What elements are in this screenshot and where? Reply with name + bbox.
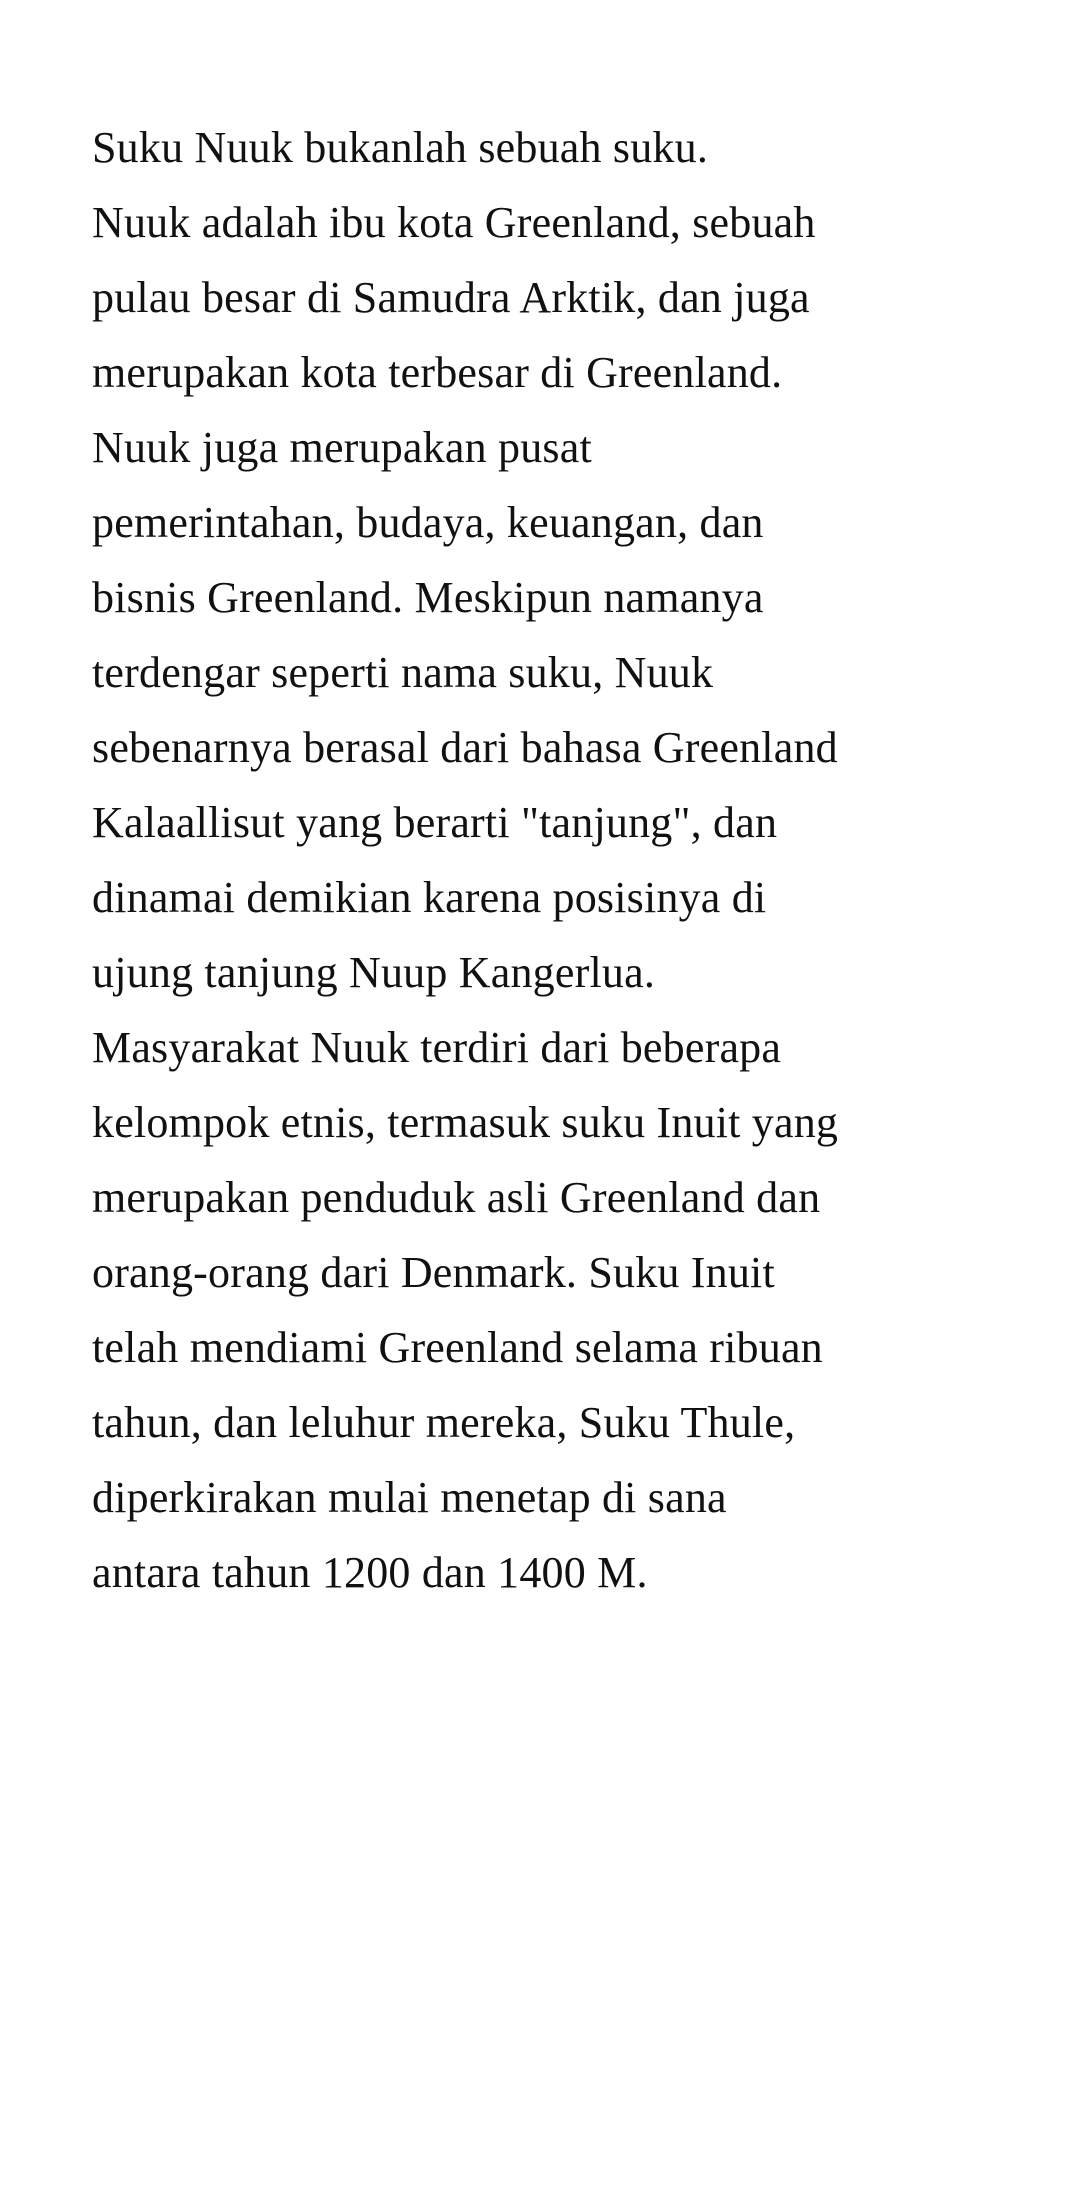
text-line: pemerintahan, budaya, keuangan, dan [92, 498, 764, 547]
text-line: bisnis Greenland. Meskipun namanya [92, 573, 764, 622]
text-line: tahun, dan leluhur mereka, Suku Thule, [92, 1398, 796, 1447]
text-line: ujung tanjung Nuup Kangerlua. [92, 948, 656, 997]
text-line: diperkirakan mulai menetap di sana [92, 1473, 727, 1522]
text-line: Nuuk juga merupakan pusat [92, 423, 592, 472]
text-line: Suku Nuuk bukanlah sebuah suku. [92, 123, 709, 172]
text-line: Kalaallisut yang berarti "tanjung", dan [92, 798, 778, 847]
article-text [92, 110, 952, 1610]
text-line: merupakan kota terbesar di Greenland. [92, 348, 783, 397]
text-line: pulau besar di Samudra Arktik, dan juga [92, 273, 810, 322]
text-line: telah mendiami Greenland selama ribuan [92, 1323, 823, 1372]
text-line: Nuuk adalah ibu kota Greenland, sebuah [92, 198, 816, 247]
text-line: dinamai demikian karena posisinya di [92, 873, 767, 922]
text-line: antara tahun 1200 dan 1400 M. [92, 1548, 648, 1597]
text-line: orang-orang dari Denmark. Suku Inuit [92, 1248, 775, 1297]
text-line: terdengar seperti nama suku, Nuuk [92, 648, 714, 697]
text-line: kelompok etnis, termasuk suku Inuit yang [92, 1098, 839, 1147]
text-line: Masyarakat Nuuk terdiri dari beberapa [92, 1023, 782, 1072]
text-line: sebenarnya berasal dari bahasa Greenland [92, 723, 838, 772]
text-line: merupakan penduduk asli Greenland dan [92, 1173, 821, 1222]
